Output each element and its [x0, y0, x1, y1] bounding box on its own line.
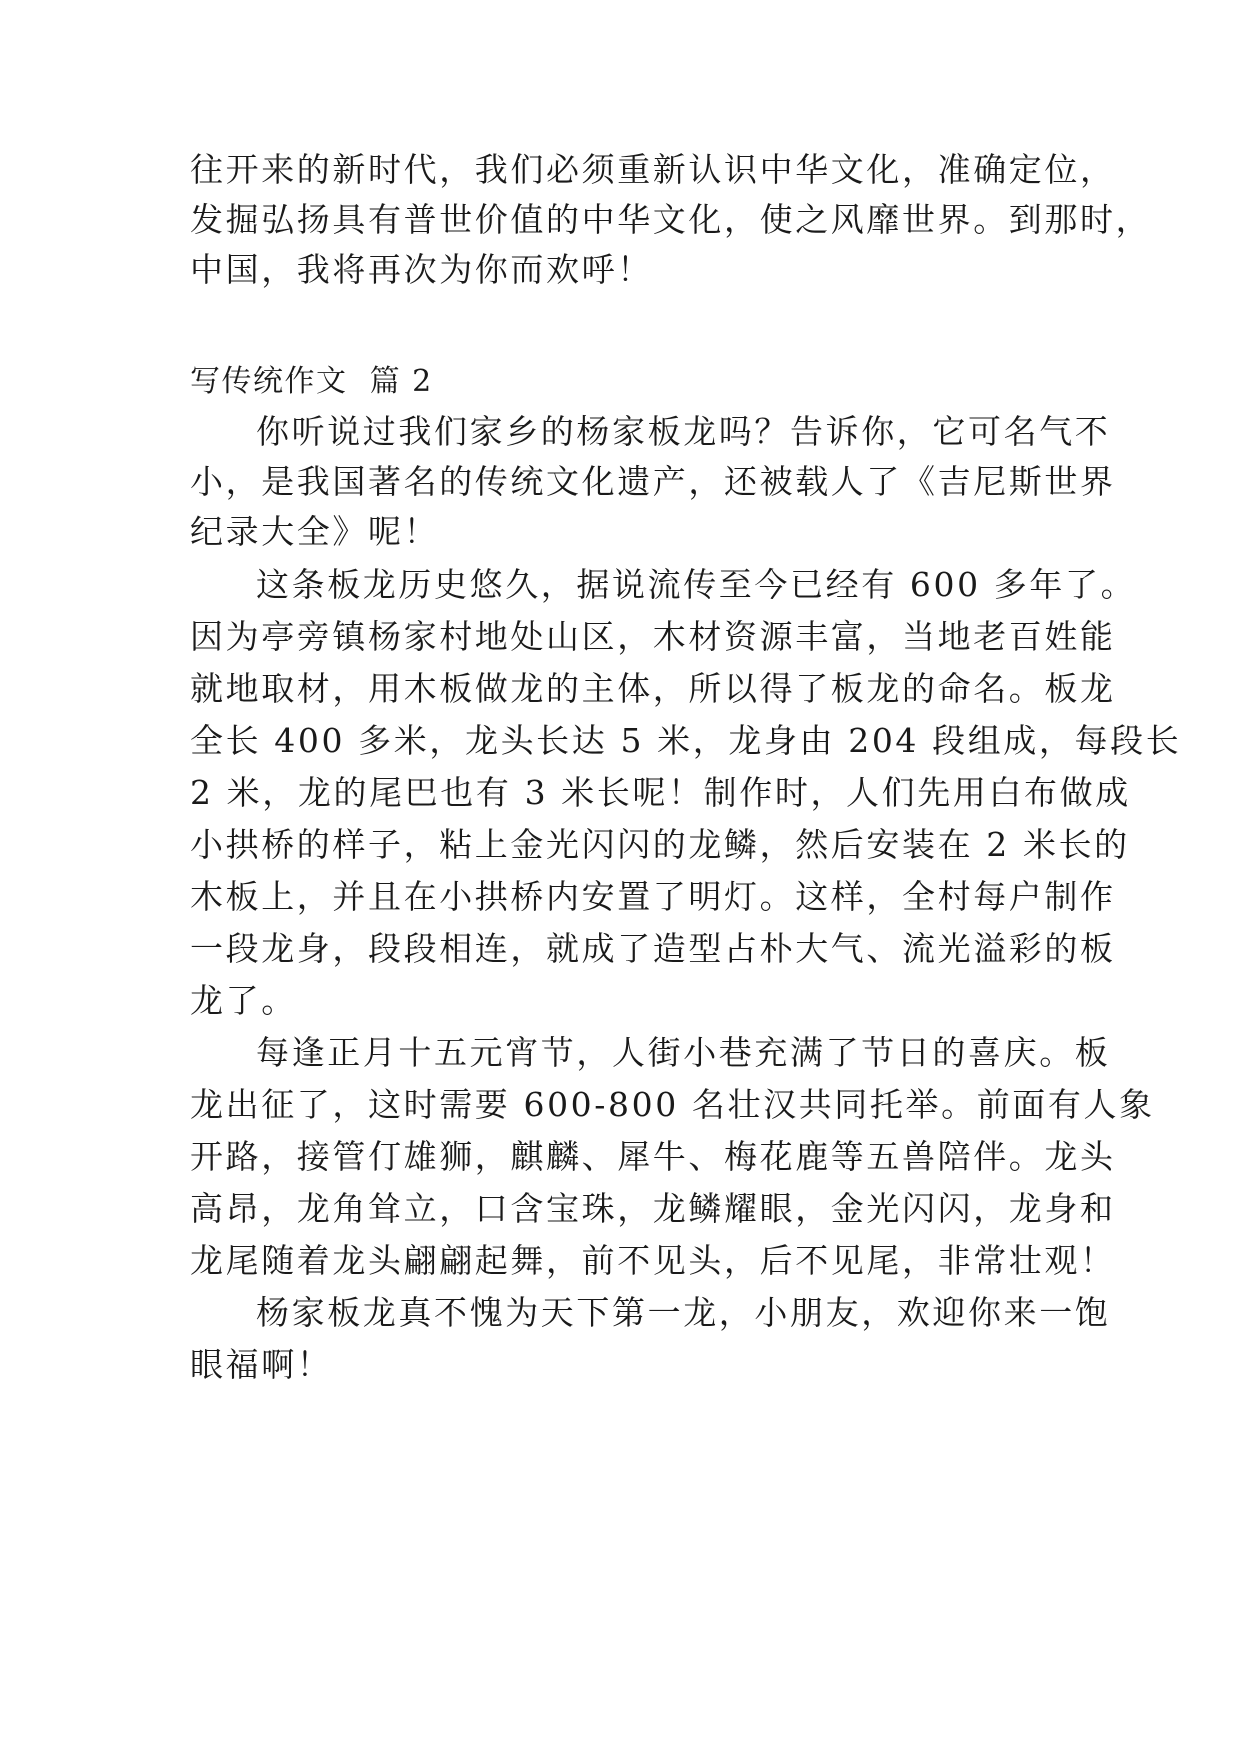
paragraph-line: 2 米，龙的尾巴也有 3 米长呢！制作时，人们先用白布做成 [190, 773, 1131, 812]
intro-line: 往开来的新时代，我们必须重新认识中华文化，准确定位， [190, 150, 1116, 189]
paragraph-line: 这条板龙历史悠久，据说流传至今已经有 600 多年了。 [256, 565, 1137, 604]
paragraph-line: 就地取材，用木板做龙的主体，所以得了板龙的命名。板龙 [190, 669, 1116, 708]
intro-line: 中国，我将再次为你而欢呼！ [190, 250, 653, 289]
paragraph-line: 龙尾随着龙头翩翩起舞，前不见头，后不见尾，非常壮观！ [190, 1241, 1116, 1280]
paragraph-line: 龙了。 [190, 981, 297, 1020]
paragraph-line: 龙出征了，这时需要 600-800 名壮汉共同托举。前面有人象 [190, 1085, 1155, 1124]
paragraph-line: 你听说过我们家乡的杨家板龙吗？告诉你，它可名气不 [256, 412, 1111, 451]
paragraph-line: 眼福啊！ [190, 1345, 333, 1384]
paragraph-line: 因为亭旁镇杨家村地处山区，木材资源丰富，当地老百姓能 [190, 617, 1116, 656]
paragraph-line: 杨家板龙真不愧为天下第一龙，小朋友，欢迎你来一饱 [256, 1293, 1111, 1332]
paragraph-line: 全长 400 多米，龙头长达 5 米，龙身由 204 段组成，每段长 [190, 721, 1182, 760]
section-title: 写传统作文 篇 2 [190, 364, 433, 399]
intro-line: 发掘弘扬具有普世价值的中华文化，使之风靡世界。到那时， [190, 200, 1152, 239]
paragraph-line: 纪录大全》呢！ [190, 512, 440, 551]
paragraph-line: 小拱桥的样子，粘上金光闪闪的龙鳞，然后安装在 2 米长的 [190, 825, 1130, 864]
paragraph-line: 一段龙身，段段相连，就成了造型占朴大气、流光溢彩的板 [190, 929, 1116, 968]
paragraph-line: 每逢正月十五元宵节，人街小巷充满了节日的喜庆。板 [256, 1033, 1111, 1072]
paragraph-line: 小，是我国著名的传统文化遗产，还被载人了《吉尼斯世界 [190, 462, 1116, 501]
paragraph-line: 木板上，并且在小拱桥内安置了明灯。这样，全村每户制作 [190, 877, 1116, 916]
paragraph-line: 高昂，龙角耸立，口含宝珠，龙鳞耀眼，金光闪闪，龙身和 [190, 1189, 1116, 1228]
paragraph-line: 开路，接管仃雄狮，麒麟、犀牛、梅花鹿等五兽陪伴。龙头 [190, 1137, 1116, 1176]
